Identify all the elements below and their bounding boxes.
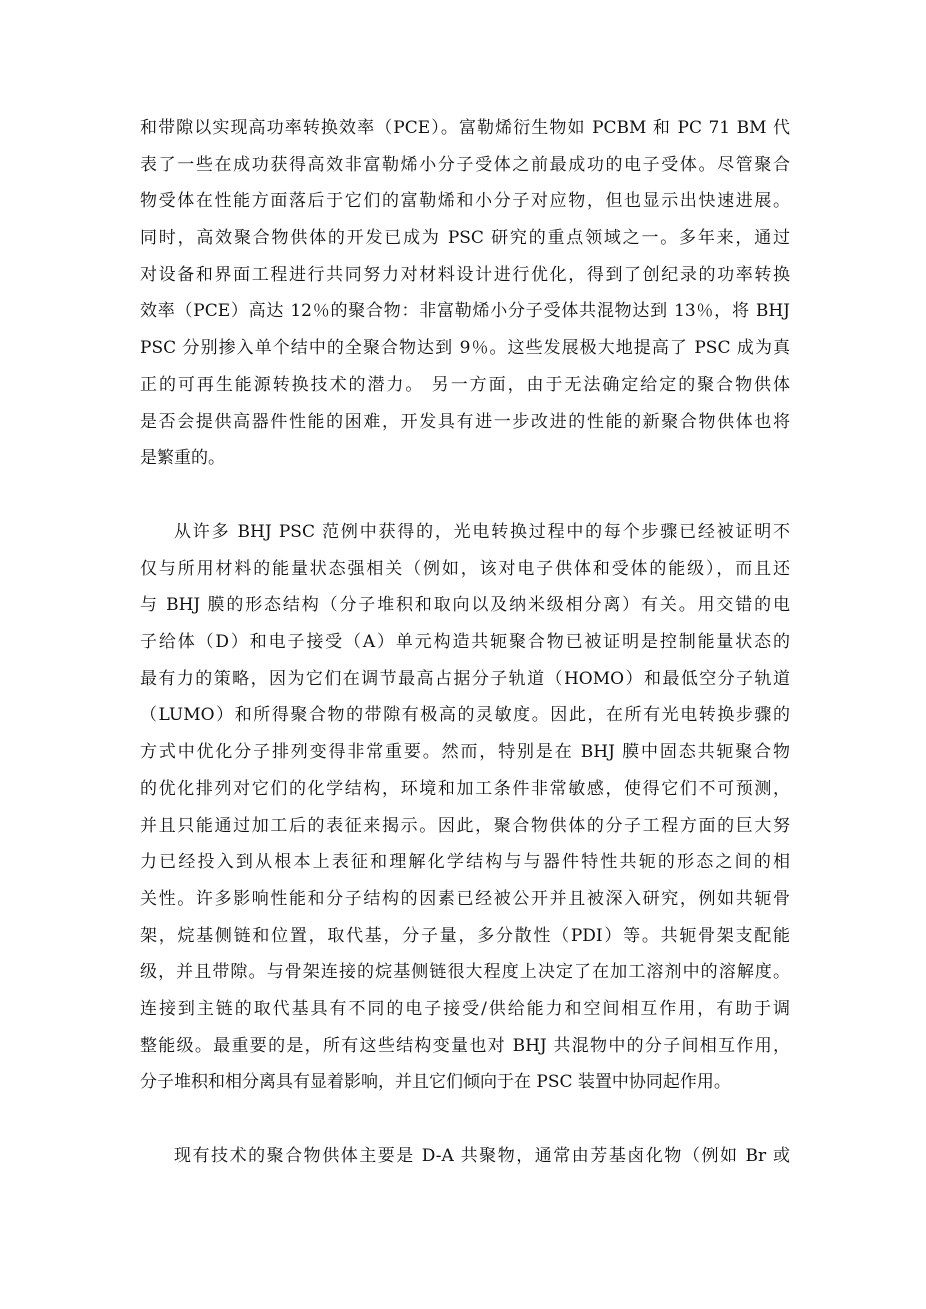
text-line: 同时，高效聚合物供体的开发已成为 PSC 研究的重点领域之一。多年来，通过 (140, 228, 790, 249)
text-line: 对设备和界面工程进行共同努力对材料设计进行优化，得到了创纪录的功率转换 (140, 264, 790, 285)
text-line: 并且只能通过加工后的表征来揭示。因此，聚合物供体的分子工程方面的巨大努 (140, 815, 790, 836)
text-line: 效率（PCE）高达 12％的聚合物：非富勒烯小分子受体共混物达到 13％，将 BHJ (140, 301, 790, 322)
text-line: 连接到主链的取代基具有不同的电子接受/供给能力和空间相互作用，有助于调 (140, 998, 790, 1019)
text-line: 子给体（D）和电子接受（A）单元构造共轭聚合物已被证明是控制能量状态的 (140, 632, 790, 653)
text-line: 整能级。最重要的是，所有这些结构变量也对 BHJ 共混物中的分子间相互作用， (140, 1035, 790, 1056)
text-line: 从许多 BHJ PSC 范例中获得的，光电转换过程中的每个步骤已经被证明不 (174, 522, 790, 542)
text-line: 现有技术的聚合物供体主要是 D-A 共聚物，通常由芳基卤化物（例如 Br 或 (174, 1146, 790, 1166)
text-line: 与 BHJ 膜的形态结构（分子堆积和取向以及纳米级相分离）有关。用交错的电 (140, 595, 790, 616)
text-line: 正的可再生能源转换技术的潜力。 另一方面，由于无法确定给定的聚合物供体 (140, 374, 790, 395)
paragraph-1 (140, 110, 790, 477)
text-line: 物受体在性能方面落后于它们的富勒烯和小分子对应物，但也显示出快速进展。 (140, 191, 790, 212)
text-line: 是繁重的。 (140, 448, 225, 469)
text-line: 是否会提供高器件性能的困难，开发具有进一步改进的性能的新聚合物供体也将 (140, 411, 790, 432)
text-line: 和带隙以实现高功率转换效率（PCE）。富勒烯衍生物如 PCBM 和 PC 71 BM 代 (140, 118, 790, 138)
text-line: 最有力的策略，因为它们在调节最高占据分子轨道（HOMO）和最低空分子轨道 (140, 668, 790, 689)
text-line: 分子堆积和相分离具有显着影响，并且它们倾向于在 PSC 装置中协同起作用。 (140, 1072, 731, 1093)
paragraph-2 (140, 514, 790, 1101)
text-line: 方式中优化分子排列变得非常重要。然而，特别是在 BHJ 膜中固态共轭聚合物 (140, 742, 790, 763)
text-line: 仅与所用材料的能量状态强相关（例如，该对电子供体和受体的能级），而且还 (140, 558, 790, 579)
text-line: 关性。许多影响性能和分子结构的因素已经被公开并且被深入研究，例如共轭骨 (140, 888, 790, 909)
text-line: 的优化排列对它们的化学结构，环境和加工条件非常敏感，使得它们不可预测， (140, 778, 790, 799)
text-line: 力已经投入到从根本上表征和理解化学结构与与器件特性共轭的形态之间的相 (140, 852, 790, 873)
text-line: PSC 分别掺入单个结中的全聚合物达到 9％。这些发展极大地提高了 PSC 成为真 (140, 338, 790, 359)
text-line: 级，并且带隙。与骨架连接的烷基侧链很大程度上决定了在加工溶剂中的溶解度。 (140, 962, 790, 983)
text-line: 架，烷基侧链和位置，取代基，分子量，多分散性（PDI）等。共轭骨架支配能 (140, 925, 790, 946)
paragraph-3 (140, 1138, 790, 1175)
text-line: （LUMO）和所得聚合物的带隙有极高的灵敏度。因此，在所有光电转换步骤的 (140, 705, 790, 726)
text-line: 表了一些在成功获得高效非富勒烯小分子受体之前最成功的电子受体。尽管聚合 (140, 154, 790, 175)
